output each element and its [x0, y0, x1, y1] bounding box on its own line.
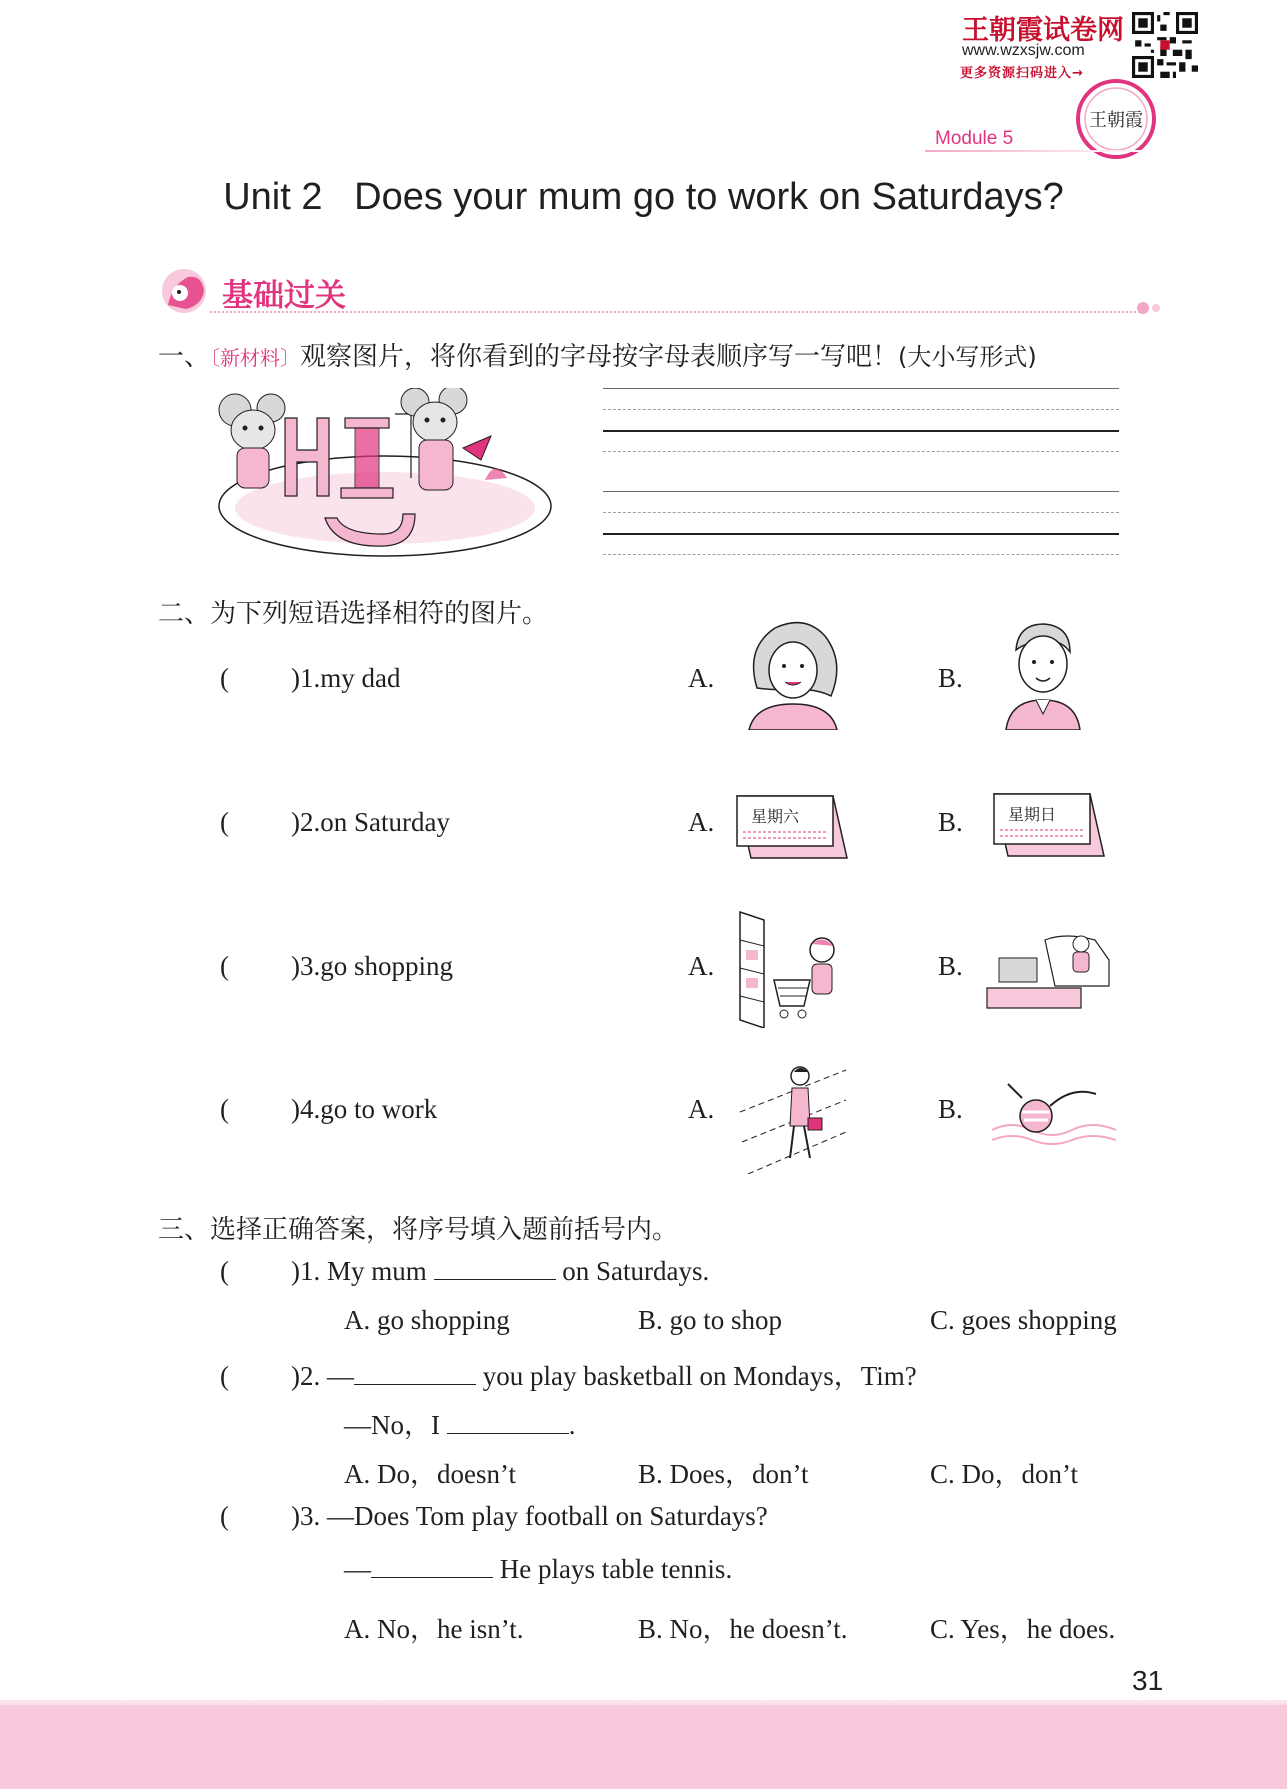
q1-text: 观察图片，将你看到的字母按字母表顺序写一写吧！ — [300, 342, 899, 372]
calendar-saturday-image[interactable] — [733, 788, 853, 860]
dad-portrait-image[interactable] — [1002, 620, 1082, 730]
q3-3-option-a: A. No，he isn’t. — [344, 1614, 524, 1644]
fill-blank[interactable] — [371, 1555, 493, 1578]
fill-blank[interactable] — [447, 1411, 569, 1434]
writing-line — [603, 388, 1119, 389]
swimming-image[interactable] — [992, 1076, 1116, 1150]
answer-paren-open[interactable]: ( — [220, 1361, 229, 1391]
answer-paren-open[interactable]: ( — [220, 1501, 229, 1531]
calendar-a-text: 星期六 — [751, 807, 800, 826]
writing-line — [603, 491, 1119, 492]
question-text: . — [568, 1410, 576, 1440]
answer-paren-close: ) — [291, 1094, 300, 1124]
q3-1-option-c: C. goes shopping — [930, 1305, 1117, 1335]
writing-line — [603, 409, 1119, 410]
q1-note: (大小写形式) — [898, 343, 1037, 371]
section-mascot-icon — [158, 265, 210, 317]
item-number: 3. — [300, 951, 321, 981]
question-text: 1. My mum — [300, 1256, 434, 1286]
question-text: 2. — — [300, 1361, 354, 1391]
unit-title: Unit 2 Does your mum go to work on Saturdays? — [223, 176, 1064, 218]
writing-baseline — [603, 430, 1119, 432]
question-text: 3. —Does Tom play football on Saturdays? — [300, 1501, 768, 1531]
item-number: 2. — [300, 807, 321, 837]
q1-tag: 〔新材料〕 — [210, 346, 301, 370]
page-number: 31 — [1132, 1665, 1164, 1696]
q3-item-1 — [220, 1256, 709, 1287]
q3-number: 三、 — [158, 1215, 211, 1245]
writing-line — [603, 512, 1119, 513]
answer-paren-open[interactable]: ( — [220, 663, 229, 693]
calendar-sunday-image[interactable] — [990, 786, 1110, 858]
shopping-scene-image[interactable] — [738, 910, 846, 1028]
brand-seal-logo — [1075, 78, 1157, 160]
answer-paren-close: ) — [291, 807, 300, 837]
writing-line — [603, 554, 1119, 555]
answer-paren-open[interactable]: ( — [220, 807, 229, 837]
q2-item-3 — [220, 951, 453, 982]
q3-item-2-line2 — [344, 1403, 576, 1442]
q1-number: 一、 — [158, 342, 211, 372]
q3-text: 选择正确答案，将序号填入题前括号内。 — [210, 1215, 679, 1245]
answer-paren-close: ) — [291, 951, 300, 981]
q2-item-1 — [220, 663, 401, 694]
q3-1-option-b: B. go to shop — [638, 1305, 783, 1335]
q2-option-b-label: B. — [938, 1094, 963, 1124]
q2-item-2 — [220, 807, 450, 838]
mice-letters-illustration — [215, 388, 555, 560]
question-text: He plays table tennis. — [493, 1554, 733, 1584]
q3-2-option-b: B. Does，don’t — [638, 1459, 809, 1489]
q2-heading — [158, 593, 548, 630]
q1-heading — [158, 336, 1037, 373]
qr-code-icon[interactable] — [1132, 12, 1198, 78]
brand-more-text: 更多资源扫码进入→ — [960, 66, 1084, 81]
section-title: 基础过关 — [222, 278, 346, 314]
question-text: you play basketball on Mondays，Tim? — [476, 1361, 917, 1391]
q3-heading — [158, 1209, 678, 1246]
item-text: on Saturday — [320, 807, 450, 837]
mum-portrait-image[interactable] — [745, 618, 841, 730]
q2-option-a-label: A. — [688, 1094, 715, 1124]
q2-number: 二、 — [158, 599, 211, 629]
divider-end-dots-icon — [1135, 300, 1163, 316]
question-text: on Saturdays. — [555, 1256, 710, 1286]
seal-text: 王朝霞 — [1089, 110, 1143, 131]
going-to-work-image[interactable] — [738, 1062, 848, 1174]
q3-2-option-c: C. Do，don’t — [930, 1459, 1079, 1489]
q3-3-option-b: B. No，he doesn’t. — [638, 1614, 848, 1644]
item-text: go shopping — [320, 951, 454, 981]
q3-1-option-a: A. go shopping — [344, 1305, 510, 1335]
item-text: my dad — [320, 663, 401, 693]
answer-paren-close: ) — [291, 1256, 300, 1286]
module-label: Module 5 — [935, 128, 1014, 149]
section-divider — [210, 311, 1140, 313]
fill-blank[interactable] — [354, 1362, 476, 1385]
q3-item-2 — [220, 1354, 917, 1393]
watching-tv-scene-image[interactable] — [985, 930, 1111, 1012]
answer-paren-close: ) — [291, 663, 300, 693]
q2-option-a-label: A. — [688, 663, 715, 693]
q2-item-4 — [220, 1094, 437, 1125]
question-text: — — [344, 1554, 371, 1584]
q2-option-b-label: B. — [938, 951, 963, 981]
footer-band — [0, 1705, 1287, 1789]
writing-line — [603, 451, 1119, 452]
q2-option-b-label: B. — [938, 663, 963, 693]
answer-paren-open[interactable]: ( — [220, 1094, 229, 1124]
answer-paren-open[interactable]: ( — [220, 951, 229, 981]
q3-2-option-a: A. Do，doesn’t — [344, 1459, 516, 1489]
module-underline — [925, 150, 1155, 152]
item-text: go to work — [320, 1094, 438, 1124]
q3-item-3-line2 — [344, 1554, 732, 1585]
item-number: 1. — [300, 663, 321, 693]
calendar-b-text: 星期日 — [1008, 805, 1057, 824]
writing-baseline — [603, 533, 1119, 535]
answer-paren-close: ) — [291, 1361, 300, 1391]
fill-blank[interactable] — [434, 1257, 556, 1280]
answer-paren-open[interactable]: ( — [220, 1256, 229, 1286]
brand-title: 王朝霞试卷网 — [962, 15, 1124, 46]
q3-item-3 — [220, 1501, 768, 1532]
q2-option-a-label: A. — [688, 951, 715, 981]
q2-text: 为下列短语选择相符的图片。 — [210, 599, 549, 629]
question-text: —No，I — [344, 1410, 447, 1440]
item-number: 4. — [300, 1094, 321, 1124]
brand-url: www.wzxsjw.com — [962, 42, 1085, 59]
answer-paren-close: ) — [291, 1501, 300, 1531]
q2-option-b-label: B. — [938, 807, 963, 837]
q2-option-a-label: A. — [688, 807, 715, 837]
q3-3-option-c: C. Yes，he does. — [930, 1614, 1116, 1644]
